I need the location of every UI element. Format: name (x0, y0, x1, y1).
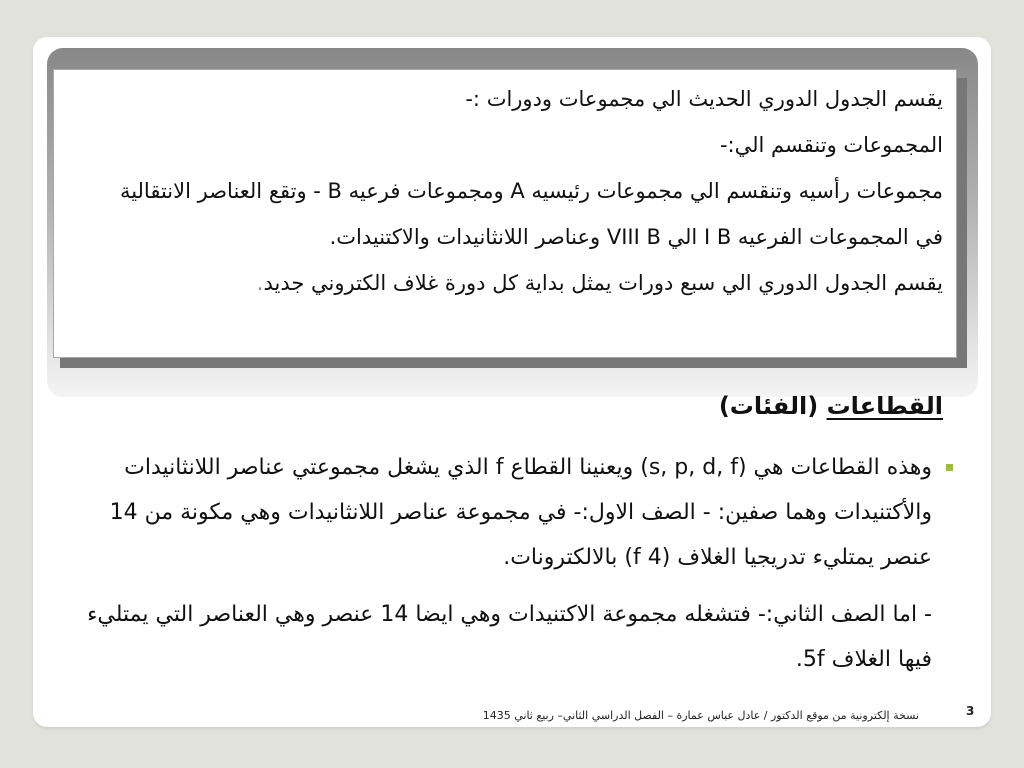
box-line-3: مجموعات رأسيه وتنقسم الي مجموعات رئيسيه A ومجموعات فرعيه B - وتقع العناصر الانتقالية في المجموعات الفرعيه I B الي VIII B وعناصر اللانثانيدات والاكتنيدات. (119, 179, 943, 249)
square-bullet-icon (946, 464, 953, 471)
box-line-1: يقسم الجدول الدوري الحديث الي مجموعات ودورات :- (465, 87, 943, 111)
bullet-paragraph-2: - اما الصف الثاني:- فتشغله مجموعة الاكتنيدات وهي ايضا 14 عنصر وهي العناصر التي يمتليء فيها الغلاف 5f. (87, 602, 932, 672)
box-line-4 (108, 260, 943, 306)
box-line-4-end: . (256, 271, 264, 295)
bullet-paragraph-1: وهذه القطاعات هي (s, p, d, f) ويعنينا القطاع f الذي يشغل مجموعتي عناصر اللانثانيدات والأكتنيدات وهما صفين: - الصف الاول:- في مجموعة عناصر اللانثانيدات وهي مكونة من 14 عنصر يمتليء تدريجيا الغلاف (4 f) بالالكترونات. (109, 455, 932, 570)
footer-text: نسخة إلكترونية من موقع الدكتور / عادل عباس عمارة – الفصل الدراسي الثاني– ربيع ثاني 1435 (482, 709, 919, 722)
page-number: 3 (966, 704, 975, 718)
heading-rest: (الفئات) (718, 392, 827, 420)
box-line-2: المجموعات وتنقسم الي:- (719, 133, 943, 157)
box-line-4-text: يقسم الجدول الدوري الي سبع دورات يمثل بداية كل دورة غلاف الكتروني جديد (263, 271, 943, 295)
section-heading (719, 392, 943, 420)
heading-underlined: القطاعات (826, 392, 943, 420)
bullet-item (72, 445, 932, 682)
text-box-content (108, 76, 943, 306)
text-box (53, 69, 957, 358)
